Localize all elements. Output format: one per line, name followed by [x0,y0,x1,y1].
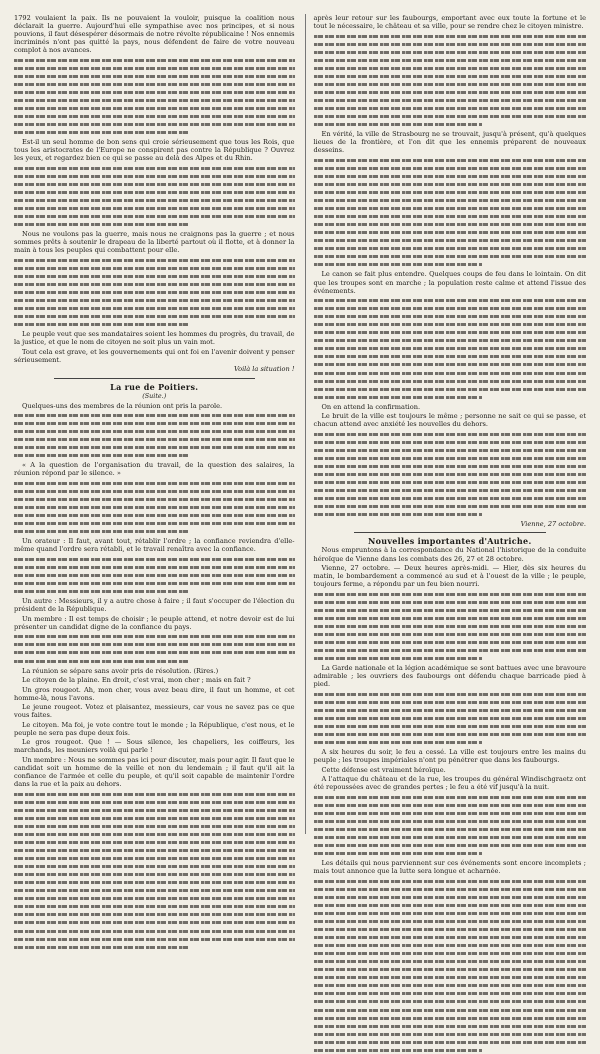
article-paragraph: On en attend la confirmation. [321,402,421,411]
article-paragraph: après leur retour sur les faubourgs, emportant avec eux toute la fortune et le tout le nécessaire, le château et sa ville, pour se rendre chez le citoyen ministre. [313,14,586,31]
text-block [14,632,295,664]
article-paragraph: A six heures du soir, le feu a cessé. La ville est toujours entre les mains du peuple ; les troupes impériales n'ont pu pénétrer que dans les faubourgs. [313,748,586,765]
text-block [14,256,295,328]
article-paragraph: Quelques-uns des membres de la réunion ont pris la parole. [22,401,223,410]
article-paragraph: Vienne, 27 octobre. — Deux heures après-midi. — Hier, dès six heures du matin, le bombardement a commencé au sud et à l'ouest de la ville ; le peuple, toujours ferme, a répondu par un feu bien nourri. [313,564,586,589]
article-paragraph: Le citoyen. Ma foi, je vote contre tout le monde ; la République, c'est nous, et le peuple ne sera pas dupe deux fois. [14,720,295,737]
intro-paragraph: Est-il un seul homme de bon sens qui croie sérieusement que tous les Rois, que tous les aristocrates de l'Europe ne conspirent pas contre la République ? Ouvrez les yeux, et regardez bien ce qui se passe au delà des Alpes et du Rhin. [14,138,295,163]
text-block [314,793,587,857]
article-paragraph: La réunion se sépare sans avoir pris de résolution. (Rires.) [22,666,219,675]
section-divider [54,378,255,379]
article-paragraph: La Garde nationale et la légion académique se sont battues avec une bravoure admirable ; les ouvriers des faubourgs ont défendu chaque barricade pied à pied. [313,664,586,689]
text-block [314,156,587,269]
article-paragraph: Nous empruntons à la correspondance du National l'historique de la conduite héroïque de Vienne dans les combats des 26, 27 et 28 octobre. [313,546,586,563]
text-block [14,56,295,136]
text-block [14,411,295,459]
article-paragraph: Un autre : Messieurs, il y a autre chose à faire ; il faut s'occuper de l'élection du président de la République. [14,597,295,614]
text-block [314,690,587,746]
intro-paragraph: Le peuple veut que ses mandataires soient les hommes du progrès, du travail, de la justice, et que le nom de citoyen ne soit plus un vain mot. [14,330,295,347]
left-column [14,14,295,834]
text-block [14,555,295,595]
article-paragraph: Cette défense est vraiment héroïque. [321,765,446,774]
dateline: Vienne, 27 octobre. [520,520,586,529]
text-block [314,590,587,662]
article-paragraph: Un gros rougeot. Ah, mon cher, vous avez beau dire, il faut un homme, et cet homme-là, nous l'avons. [14,685,295,702]
text-block [314,32,587,129]
intro-paragraph: Nous ne voulons pas la guerre, mais nous ne craignons pas la guerre ; et nous sommes prêts à soutenir le drapeau de la liberté partout où il flotte, et à donner la main à tous les peuples qui combattent pour elle. [14,230,295,255]
intro-paragraph: Tout cela est grave, et les gouvernements qui ont foi en l'avenir doivent y penser sérieusement. [14,347,295,364]
article-paragraph: Le citoyen de la plaine. En droit, c'est vrai, mon cher ; mais en fait ? [22,676,251,685]
section-divider [354,532,547,533]
article-paragraph: Le jeune rougeot. Votez et plaisantez, messieurs, car vous ne savez pas ce que vous faites. [14,703,295,720]
intro-paragraph: 1792 voulaient la paix. Ils ne pouvaient la vouloir, puisque la coalition nous déclarait la guerre. Aujourd'hui elle sympathise avec nos principes, et si nous pouvions, il faut désespérer désormais de notre révolte républicaine ! Nos ennemis incriminés n'ont pas quitté la pays, nous défendent de faire de votre nouveau complot à nos avances. [14,14,295,55]
section-title: La rue de Poitiers. [110,381,199,392]
text-block [14,164,295,228]
text-block [314,296,587,401]
text-block [14,790,295,951]
closing-line: Voilà la situation ! [233,365,295,374]
article-paragraph: Un membre : Il est temps de choisir ; le peuple attend, et notre devoir est de lui présenter un candidat digne de la confiance du pays. [14,614,295,631]
article-paragraph: Le canon se fait plus entendre. Quelques coups de feu dans le lointain. On dit que les troupes sont en marche ; la population reste calme et attend l'issue des événements. [313,270,586,295]
article-paragraph: « A la question de l'organisation du travail, de la question des salaires, la réunion répond par le silence. » [14,461,295,478]
article-paragraph: Le gros rougeot. Que ! — Sous silence, les chapeliers, les coiffeurs, les marchands, les meuniers voilà qui parle ! [14,738,295,755]
section-title: Nouvelles importantes d'Autriche. [367,536,532,547]
text-block [14,479,295,535]
article-paragraph: En vérité, la ville de Strasbourg ne se trouvait, jusqu'à présent, qu'à quelques lieues de la frontière, et l'on dit que les ennemis préparent de nouveaux desseins. [313,130,586,155]
article-paragraph: Un membre : Nous ne sommes pas ici pour discuter, mais pour agir. Il faut que le candidat soit un homme de la veille et non du lendemain ; il faut qu'il ait la confiance de l'armée et celle du peuple, et qu'il soit capable de maintenir l'ordre dans la rue et la paix au dehors. [14,756,295,789]
article-paragraph: A l'attaque du château et de la rue, les troupes du général Windischgraetz ont été repoussées avec de grandes pertes ; le feu a été vif jusqu'à la nuit. [313,775,586,792]
text-block [314,430,587,519]
article-paragraph: Un orateur : Il faut, avant tout, rétablir l'ordre ; la confiance reviendra d'elle-même quand l'ordre sera rétabli, et le travail renaîtra avec la confiance. [14,537,295,554]
right-column [305,14,587,876]
text-block [314,877,587,1054]
article-paragraph: Les détails qui nous parviennent sur ces événements sont encore incomplets ; mais tout annonce que la lutte sera longue et acharnée. [313,859,586,876]
section-subtitle: (Suite.) [142,391,167,400]
article-paragraph: Le bruit de la ville est toujours le même ; personne ne sait ce qui se passe, et chacun attend avec anxiété les nouvelles du dehors. [313,412,586,429]
